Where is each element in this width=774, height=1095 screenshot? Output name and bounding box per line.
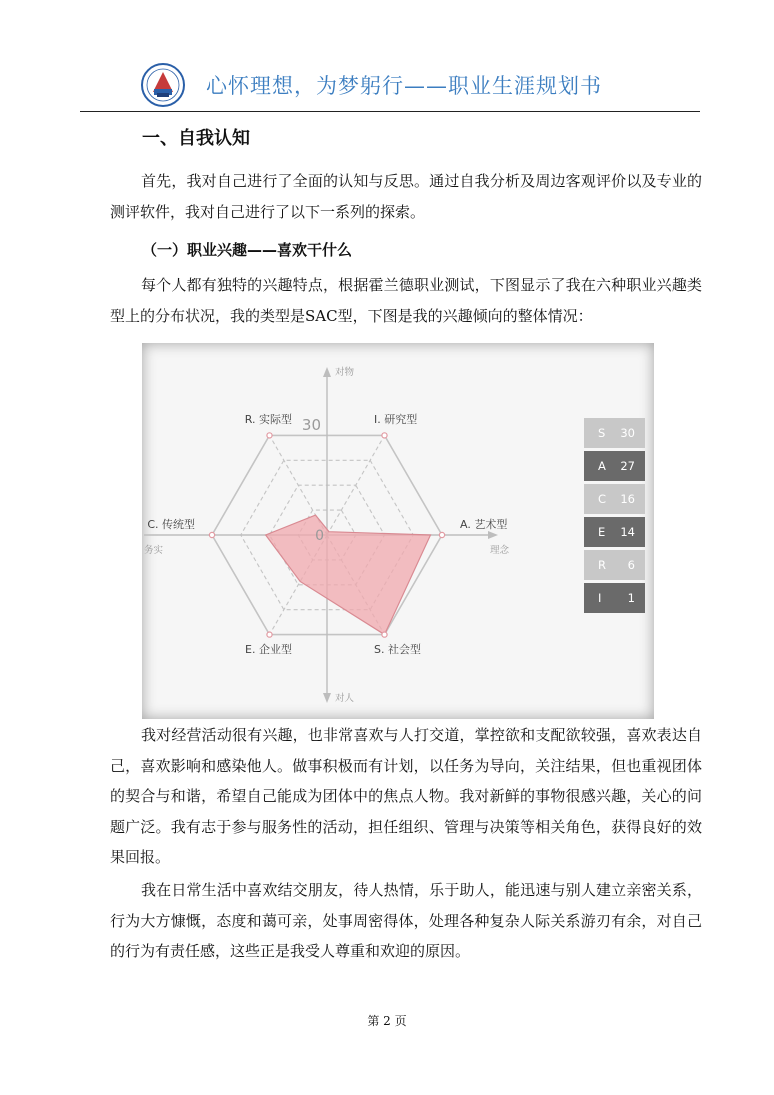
header-divider: [80, 111, 700, 112]
interest-paragraph: 每个人都有独特的兴趣特点，根据霍兰德职业测试，下图显示了我在六种职业兴趣类型上的分布状况，我的类型是SAC型，下图是我的兴趣倾向的整体情况：: [110, 276, 702, 325]
legend-value-R: 6: [627, 558, 635, 572]
axis-end-bottom: 对人: [335, 693, 355, 704]
holland-radar-chart: [142, 343, 654, 719]
legend-box-R: [584, 550, 645, 580]
intro-paragraph: 首先，我对自己进行了全面的认知与反思。通过自我分析及周边客观评价以及专业的测评软件，我对自己进行了以下一系列的探索。: [110, 172, 702, 221]
legend-box-C: [584, 484, 645, 514]
subsection-heading: （一）职业兴趣——喜欢干什么: [142, 241, 353, 259]
legend-key-C: C: [598, 492, 607, 506]
legend-value-C: 16: [620, 492, 635, 506]
radar-data-area: [266, 515, 431, 635]
legend-box-E: [584, 517, 645, 547]
axis-end-left: 务实: [144, 545, 164, 556]
axis-label-I: I. 研究型: [374, 413, 418, 426]
section-heading: 一、自我认知: [142, 128, 250, 149]
page-header: [140, 62, 700, 112]
description-paragraph: 我对经营活动很有兴趣，也非常喜欢与人打交道，掌控欲和支配欲较强，喜欢表达自己，喜欢影响和感染他人。做事积极而有计划，以任务为导向，关注结果，但也重视团体的契合与和谐，希望自己能成为团体中的焦点人物。我对新鲜的事物很感兴趣，关心的问题广泛。我有志于参与服务性的活动，担任组织、管理与决策等相关角色，获得良好的效果回报。: [110, 726, 702, 866]
scale-label-max: 30: [301, 416, 321, 434]
radar-vertex-dot: [382, 632, 387, 637]
radar-chart-svg: [142, 343, 654, 719]
arrow-right-icon: [488, 531, 498, 539]
legend-key-S: S: [598, 426, 606, 440]
radar-vertex-dot: [267, 433, 272, 438]
page-number: 第 2 页: [367, 1014, 407, 1028]
arrow-bottom-icon: [323, 693, 331, 703]
legend-value-S: 30: [620, 426, 635, 440]
legend-key-A: A: [598, 459, 606, 473]
radar-vertex-dot: [382, 433, 387, 438]
school-logo-icon: [140, 62, 186, 108]
axis-label-R: R. 实际型: [244, 413, 292, 426]
radar-vertex-dot: [209, 532, 214, 537]
legend-key-R: R: [598, 558, 606, 572]
legend-box-I: [584, 583, 645, 613]
axis-end-top: 对物: [335, 367, 355, 378]
radar-vertex-dot: [439, 532, 444, 537]
radar-vertex-dot: [267, 632, 272, 637]
legend-key-E: E: [598, 525, 606, 539]
legend-value-I: 1: [627, 591, 635, 605]
legend-value-E: 14: [620, 525, 635, 539]
axis-label-C: C. 传统型: [147, 518, 195, 531]
legend-box-S: [584, 418, 645, 448]
axis-label-S: S. 社会型: [374, 643, 421, 656]
social-paragraph: 我在日常生活中喜欢结交朋友，待人热情，乐于助人，能迅速与别人建立亲密关系，行为大方慷慨，态度和蔼可亲，处事周密得体，处理各种复杂人际关系游刃有余，对自己的行为有责任感，这些正是我受人尊重和欢迎的原因。: [110, 881, 702, 960]
legend-value-A: 27: [620, 459, 635, 473]
legend-key-I: I: [598, 591, 602, 605]
axis-end-right: 理念: [490, 545, 510, 556]
arrow-top-icon: [323, 367, 331, 377]
header-title: 心怀理想，为梦躬行——职业生涯规划书: [206, 74, 602, 98]
scale-label-zero: 0: [315, 528, 324, 544]
axis-label-E: E. 企业型: [245, 643, 292, 656]
legend-box-A: [584, 451, 645, 481]
axis-label-A: A. 艺术型: [460, 518, 508, 531]
